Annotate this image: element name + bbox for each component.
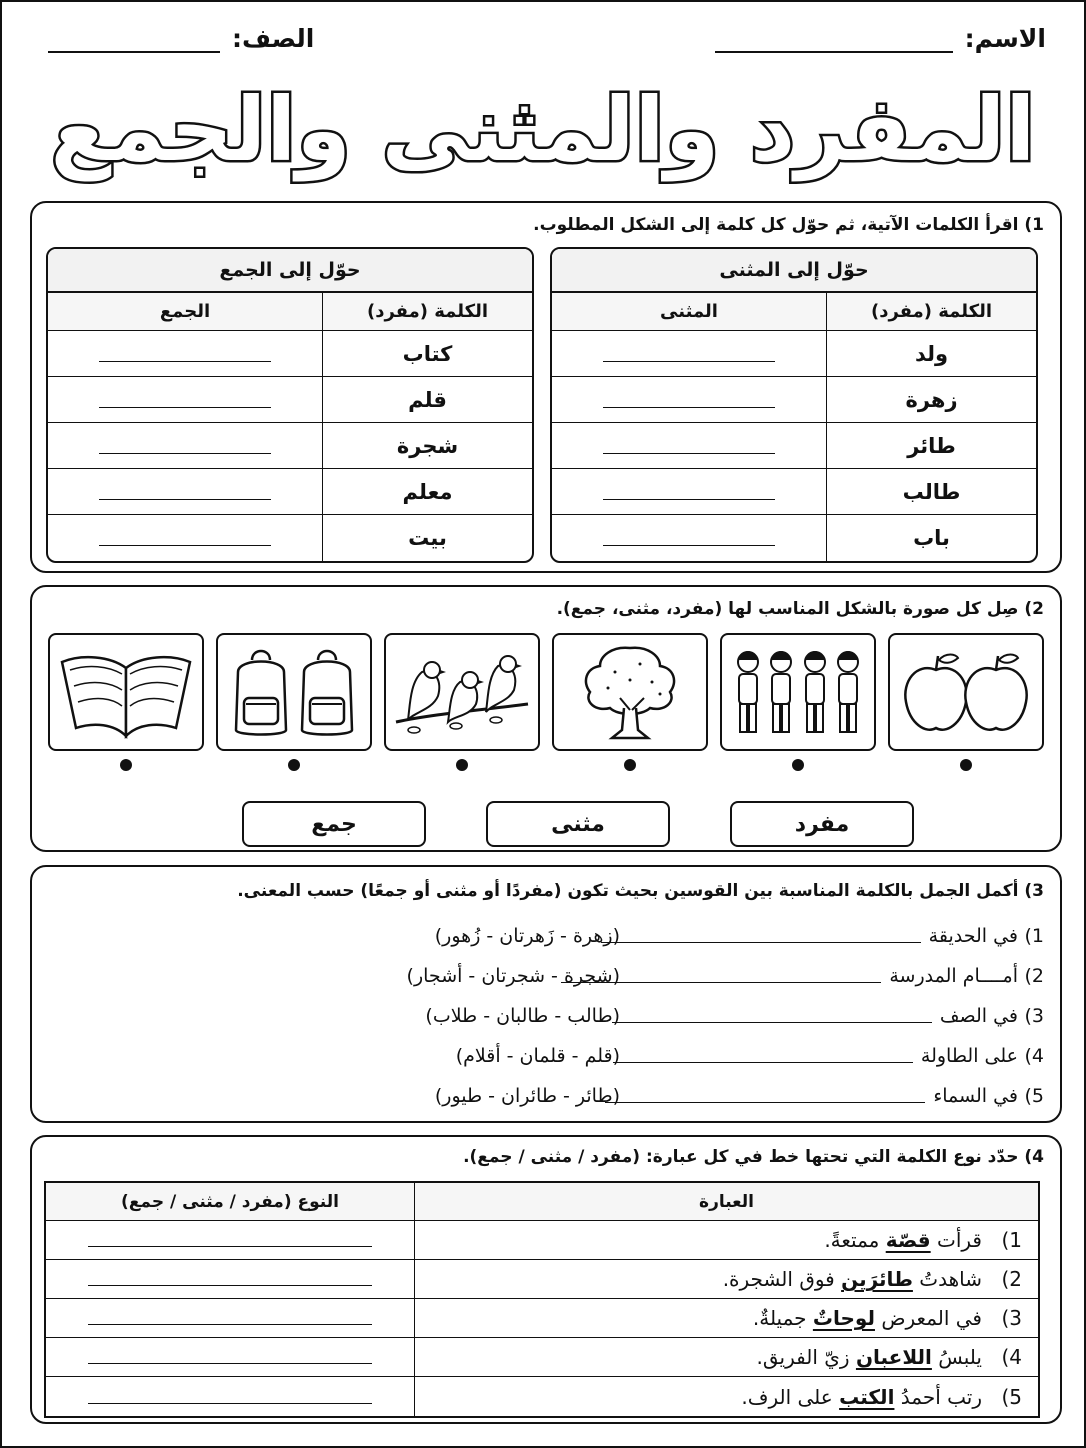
table-row <box>552 377 1036 423</box>
two-apples-icon <box>896 642 1036 742</box>
option-plural[interactable]: جمع <box>242 801 426 847</box>
option-singular[interactable]: مفرد <box>730 801 914 847</box>
word-cell: طالب <box>826 469 1036 514</box>
phrase-before: رتب أحمدُ <box>900 1384 982 1409</box>
phrase-cell <box>414 1377 1038 1416</box>
match-dot[interactable] <box>288 759 300 771</box>
underlined-word: اللاعبان <box>855 1345 932 1369</box>
type-answer-cell[interactable] <box>46 1338 414 1376</box>
table-header-row <box>46 1183 1038 1221</box>
answer-cell[interactable] <box>552 469 826 514</box>
answer-cell[interactable] <box>552 377 826 422</box>
table-row <box>48 469 532 515</box>
choices-row <box>360 961 620 991</box>
name-blank-line[interactable] <box>715 27 953 53</box>
sentence-choices: (قلم - قلمان - أقلام) <box>455 1045 620 1067</box>
table-row <box>46 1260 1038 1299</box>
answer-cell[interactable] <box>48 377 322 422</box>
row-number: 2) <box>1001 1267 1022 1291</box>
answer-blank-line[interactable] <box>603 438 775 454</box>
section-match-pictures <box>30 585 1062 852</box>
class-blank-line[interactable] <box>48 27 220 53</box>
type-answer-cell[interactable] <box>46 1377 414 1416</box>
word-cell: طائر <box>826 423 1036 468</box>
table-row <box>552 469 1036 515</box>
table-row <box>48 331 532 377</box>
match-dot[interactable] <box>120 759 132 771</box>
sentence-text: أمــــام المدرسة <box>889 965 1018 987</box>
choices-row <box>360 1041 620 1071</box>
type-answer-cell[interactable] <box>46 1299 414 1337</box>
word-cell: معلم <box>322 469 532 514</box>
underlined-word: طائرَين <box>841 1267 913 1291</box>
phrase-before: قرأت <box>937 1228 982 1252</box>
phrase-after: ممتعةً. <box>824 1228 880 1252</box>
word-cell: قلم <box>322 377 532 422</box>
table-row <box>48 515 532 561</box>
answer-cell[interactable] <box>48 515 322 561</box>
word-cell: بيت <box>322 515 532 561</box>
section2-heading: 2) صِل كل صورة بالشكل المناسب لها (مفرد، مثنى، جمع). <box>556 599 1044 619</box>
sentence-number: 4) <box>1024 1045 1044 1067</box>
plural-col-answer-header: الجمع <box>159 301 211 322</box>
col-phrase-header: العبارة <box>414 1183 1038 1220</box>
underlined-word: قصّة <box>885 1228 931 1252</box>
answer-cell[interactable] <box>48 469 322 514</box>
identify-type-table <box>44 1181 1040 1418</box>
sentence-number: 5) <box>1024 1085 1044 1107</box>
four-children-icon <box>728 642 868 742</box>
answer-blank-line[interactable] <box>99 484 271 500</box>
plural-table-caption: حوّل إلى الجمع <box>48 249 532 293</box>
phrase-cell <box>414 1299 1038 1337</box>
phrase-after: زيّ الفريق. <box>756 1345 850 1369</box>
underlined-word: الكتب <box>839 1384 895 1409</box>
answer-cell[interactable] <box>552 423 826 468</box>
table-row <box>552 515 1036 561</box>
sentence-choices: (طائر - طائران - طيور) <box>434 1085 620 1107</box>
answer-blank-line[interactable] <box>603 346 775 362</box>
number-options <box>242 801 914 847</box>
page-title: المفرد والمثنى والجمع <box>50 78 1036 181</box>
table-row <box>552 331 1036 377</box>
sentence-choices: (طالب - طالبان - طلاب) <box>425 1005 620 1027</box>
sentence-choices: (شجرة - شجرتان - أشجار) <box>406 965 620 987</box>
row-number: 4) <box>1001 1345 1022 1369</box>
plural-col-word-header: الكلمة (مفرد) <box>322 293 532 330</box>
class-label: الصف: <box>232 24 315 53</box>
phrase-before: شاهدتُ <box>919 1267 982 1291</box>
answer-blank-line[interactable] <box>603 530 775 546</box>
open-book-icon <box>56 642 196 742</box>
dual-col-word-header: الكلمة (مفرد) <box>826 293 1036 330</box>
picture-row <box>48 633 1044 751</box>
section1-heading: 1) اقرأ الكلمات الآتية، ثم حوّل كل كلمة إلى الشكل المطلوب. <box>533 215 1044 235</box>
sentence-blank-line[interactable] <box>612 1009 932 1023</box>
type-blank-line[interactable] <box>88 1350 372 1364</box>
answer-cell[interactable] <box>48 331 322 376</box>
dual-col-answer-header: المثنى <box>660 301 718 322</box>
type-blank-line[interactable] <box>88 1311 372 1325</box>
table-row <box>48 423 532 469</box>
phrase-cell <box>414 1260 1038 1298</box>
name-field[interactable] <box>715 24 1046 53</box>
sentence-text: في الحديقة <box>928 925 1018 947</box>
phrase-before: في المعرض <box>881 1306 982 1330</box>
section-convert-words <box>30 201 1062 573</box>
tree-icon <box>560 642 700 742</box>
three-birds-icon <box>392 642 532 742</box>
name-label: الاسم: <box>964 24 1046 53</box>
match-dot[interactable] <box>624 759 636 771</box>
picture-card-apples <box>888 633 1044 751</box>
row-number: 5) <box>1001 1384 1022 1409</box>
type-blank-line[interactable] <box>88 1233 372 1247</box>
sentence-text: في السماء <box>933 1085 1018 1107</box>
section4-heading: 4) حدّد نوع الكلمة التي تحتها خط في كل عبارة: (مفرد / مثنى / جمع). <box>463 1147 1044 1167</box>
table-row <box>46 1338 1038 1377</box>
word-cell: ولد <box>826 331 1036 376</box>
option-dual[interactable]: مثنى <box>486 801 670 847</box>
sentence-text: في الصف <box>939 1005 1018 1027</box>
answer-cell[interactable] <box>48 423 322 468</box>
answer-blank-line[interactable] <box>603 484 775 500</box>
section3-heading: 3) أكمل الجمل بالكلمة المناسبة بين القوسين بحيث تكون (مفردًا أو مثنى أو جمعًا) حسب المعنى. <box>237 881 1044 901</box>
dual-table-caption: حوّل إلى المثنى <box>552 249 1036 293</box>
picture-card-backpacks <box>216 633 372 751</box>
table-row <box>552 423 1036 469</box>
answer-blank-line[interactable] <box>99 438 271 454</box>
answer-blank-line[interactable] <box>99 392 271 408</box>
table-row <box>46 1377 1038 1416</box>
class-field[interactable] <box>48 24 314 53</box>
picture-card-tree <box>552 633 708 751</box>
underlined-word: لوحاتٌ <box>812 1306 875 1330</box>
word-cell: كتاب <box>322 331 532 376</box>
col-type-header: النوع (مفرد / مثنى / جمع) <box>121 1191 339 1212</box>
row-number: 1) <box>1001 1228 1022 1252</box>
section-identify-type <box>30 1135 1062 1424</box>
choices-row <box>360 1081 620 1111</box>
answer-cell[interactable] <box>552 331 826 376</box>
sentence-choices: (زهرة - زَهرتان - زُهور) <box>434 925 620 947</box>
type-answer-cell[interactable] <box>46 1221 414 1259</box>
phrase-after: فوق الشجرة. <box>722 1267 835 1291</box>
phrase-cell <box>414 1338 1038 1376</box>
row-number: 3) <box>1001 1306 1022 1330</box>
choices-row <box>360 921 620 951</box>
phrase-after: على الرف. <box>741 1384 833 1409</box>
table-row <box>46 1221 1038 1260</box>
match-dot[interactable] <box>792 759 804 771</box>
answer-cell[interactable] <box>552 515 826 561</box>
two-backpacks-icon <box>224 642 364 742</box>
type-blank-line[interactable] <box>88 1272 372 1286</box>
dual-table-header-row <box>552 293 1036 331</box>
match-dot[interactable] <box>960 759 972 771</box>
plural-table-header-row <box>48 293 532 331</box>
word-cell: زهرة <box>826 377 1036 422</box>
sentence-number: 3) <box>1024 1005 1044 1027</box>
picture-card-birds <box>384 633 540 751</box>
dual-conversion-table <box>550 247 1038 563</box>
phrase-before: يلبسُ <box>938 1345 982 1369</box>
picture-card-book <box>48 633 204 751</box>
answer-blank-line[interactable] <box>99 530 271 546</box>
sentence-text: على الطاولة <box>920 1045 1018 1067</box>
type-blank-line[interactable] <box>88 1390 372 1404</box>
word-cell: شجرة <box>322 423 532 468</box>
answer-blank-line[interactable] <box>99 346 271 362</box>
answer-blank-line[interactable] <box>603 392 775 408</box>
sentence-blank-line[interactable] <box>601 929 921 943</box>
sentence-blank-line[interactable] <box>605 1089 925 1103</box>
sentence-number: 1) <box>1024 925 1044 947</box>
type-answer-cell[interactable] <box>46 1260 414 1298</box>
table-row <box>48 377 532 423</box>
sentence-blank-line[interactable] <box>613 1049 913 1063</box>
picture-card-children <box>720 633 876 751</box>
plural-conversion-table <box>46 247 534 563</box>
table-row <box>46 1299 1038 1338</box>
word-cell: باب <box>826 515 1036 561</box>
match-dot[interactable] <box>456 759 468 771</box>
phrase-after: جميلةٌ. <box>752 1306 807 1330</box>
sentence-number: 2) <box>1024 965 1044 987</box>
choices-row <box>360 1001 620 1031</box>
section-complete-sentences <box>30 865 1062 1123</box>
phrase-cell <box>414 1221 1038 1259</box>
